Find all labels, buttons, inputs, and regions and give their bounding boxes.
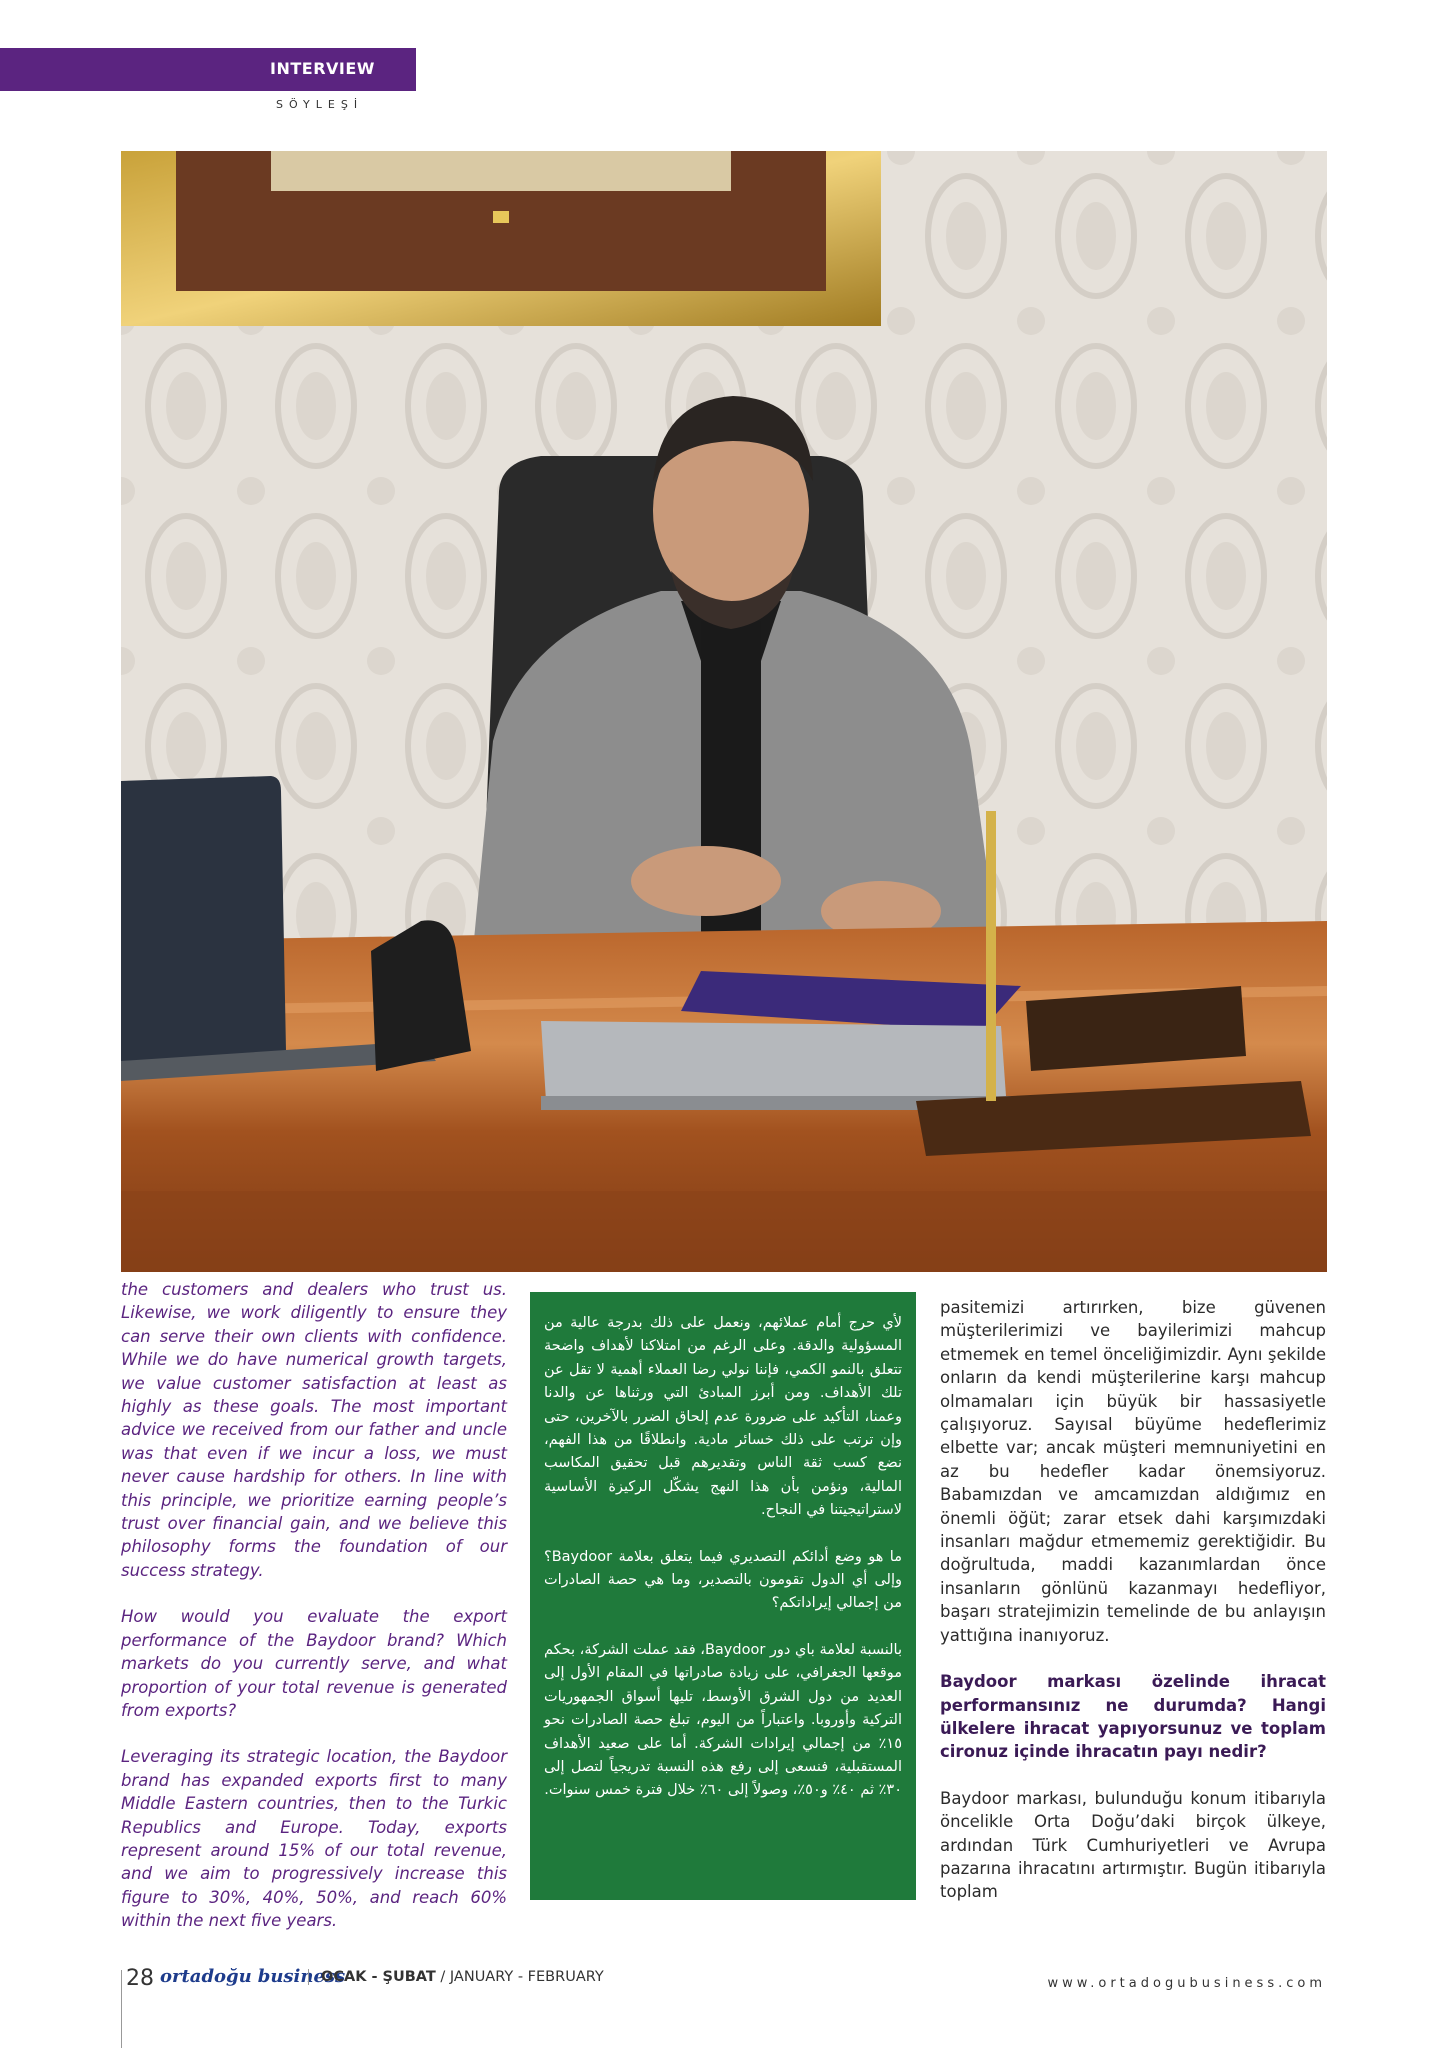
section-label: INTERVIEW xyxy=(270,59,375,78)
website-url[interactable]: www.ortadogubusiness.com xyxy=(1047,1976,1326,1991)
laptop-center xyxy=(541,1021,1006,1101)
turkish-question: Baydoor markası özelinde ihracat performansınız ne durumda? Hangi ülkelere ihracat yapıyorsunuz ve toplam cironuz içinde ihracatın payı nedir? xyxy=(940,1672,1326,1762)
issue-en: / JANUARY - FEBRUARY xyxy=(435,1969,604,1985)
column-turkish xyxy=(940,1296,1326,1927)
english-question: How would you evaluate the export performance of the Baydoor brand? Which markets do you currently serve, and what proportion of your total revenue is generated from exports? xyxy=(121,1607,507,1720)
column-arabic xyxy=(530,1292,916,1900)
logo-orta: ortadoğu xyxy=(160,1966,252,1987)
logo-business: business xyxy=(257,1966,346,1987)
turkish-paragraph-2: Baydoor markası, bulunduğu konum itibarıyla öncelikle Orta Doğu’daki birçok ülkeye, ardından Türk Cumhuriyetleri ve Avrupa pazarına ihracatını artırmıştır. Bugün itibarıyla toplam xyxy=(940,1788,1326,1902)
page-number: 28 xyxy=(126,1966,154,1991)
issue-label xyxy=(308,1969,604,1985)
english-paragraph-2: Leveraging its strategic location, the Baydoor brand has expanded exports first to many Middle Eastern countries, then to the Turkic Republics and Europe. Today, exports represent around 15% of our total revenue, and we aim to progressively increase this figure to 30%, 40%, 50%, and reach 60% within the next five years. xyxy=(121,1747,507,1931)
column-english xyxy=(121,1278,507,1956)
interview-photo xyxy=(121,151,1327,1272)
arabic-question: ما هو وضع أدائكم التصديري فيما يتعلق بعلامة Baydoor؟ وإلى أي الدول تقومون بالتصدير، وما هي حصة الصادرات من إجمالي إيراداتكم؟ xyxy=(544,1548,902,1612)
section-banner xyxy=(0,48,416,91)
desk-nameplate-icon xyxy=(1026,986,1246,1071)
arabic-paragraph-1: لأي حرج أمام عملائهم، ونعمل على ذلك بدرجة عالية من المسؤولية والدقة. وعلى الرغم من امتلاكنا لأهداف واضحة تتعلق بالنمو الكمي، فإننا نولي رضا العملاء أهمية لا تقل عن تلك الأهداف. ومن أبرز المبادئ التي ورثناها عن والدنا وعمنا، التأكيد على ضرورة عدم إلحاق الضرر بالآخرين، حتى وإن ترتب على ذلك خسائر مادية. وانطلاقًا من هذا الفهم، نضع كسب ثقة الناس وتقديرهم قبل تحقيق المكاسب المالية، ونؤمن بأن هذا النهج يشكّل الركيزة الأساسية لاستراتيجيتنا في النجاح. xyxy=(544,1315,902,1519)
issue-tr: OCAK - ŞUBAT xyxy=(321,1969,436,1985)
section-subtitle: SÖYLEŞİ xyxy=(276,98,364,111)
turkish-paragraph-1: pasitemizi artırırken, bize güvenen müşterilerimizi ve bayilerimizi mahcup etmemek en temel önceliğimizdir. Aynı şekilde onların da kendi müşterilerine karşı mahcup olmamaları için büyük bir hassasiyetle çalışıyoruz. Sayısal büyüme hedeflerimiz elbette var; ancak müşteri memnuniyetini en az bu hedefler kadar önemsiyoruz. Babamızdan ve amcamızdan aldığımız en önemli öğüt; zarar etsek dahi karşımızdaki insanları mağdur etmememiz gerektiğidir. Bu doğrultuda, maddi kazanımlardan önce insanların gönlünü kazanmayı hedefliyor, başarı stratejimizin temelinde de bu anlayışın yattığına inanıyoruz. xyxy=(940,1298,1326,1645)
arabic-paragraph-2: بالنسبة لعلامة باي دور Baydoor، فقد عملت الشركة، بحكم موقعها الجغرافي، على زيادة صادراتها في المقام الأول إلى العديد من دول الشرق الأوسط، تليها أسواق الجمهوريات التركية وأوروبا. واعتباراً من اليوم، تبلغ حصة الصادرات نحو ١٥٪ من إجمالي إيرادات الشركة. أما على صعيد الأهداف المستقبلية، فنسعى إلى رفع هذه النسبة تدريجياً لتصل إلى ٣٠٪ ثم ٤٠٪ و٥٠٪، وصولاً إلى ٦٠٪ خلال فترة خمس سنوات. xyxy=(544,1641,903,1799)
laptop-left xyxy=(121,776,286,1066)
footer-rule xyxy=(121,1970,122,2048)
english-paragraph-1: the customers and dealers who trust us. Likewise, we work diligently to ensure they can serve their own clients with confidence. While we do have numerical growth targets, we value customer satisfaction at least as highly as these goals. The most important advice we received from our father and uncle was that even if we incur a loss, we must never cause hardship for others. In line with this principle, we prioritize earning people’s trust over financial gain, and we believe this philosophy forms the foundation of our success strategy. xyxy=(121,1280,507,1580)
